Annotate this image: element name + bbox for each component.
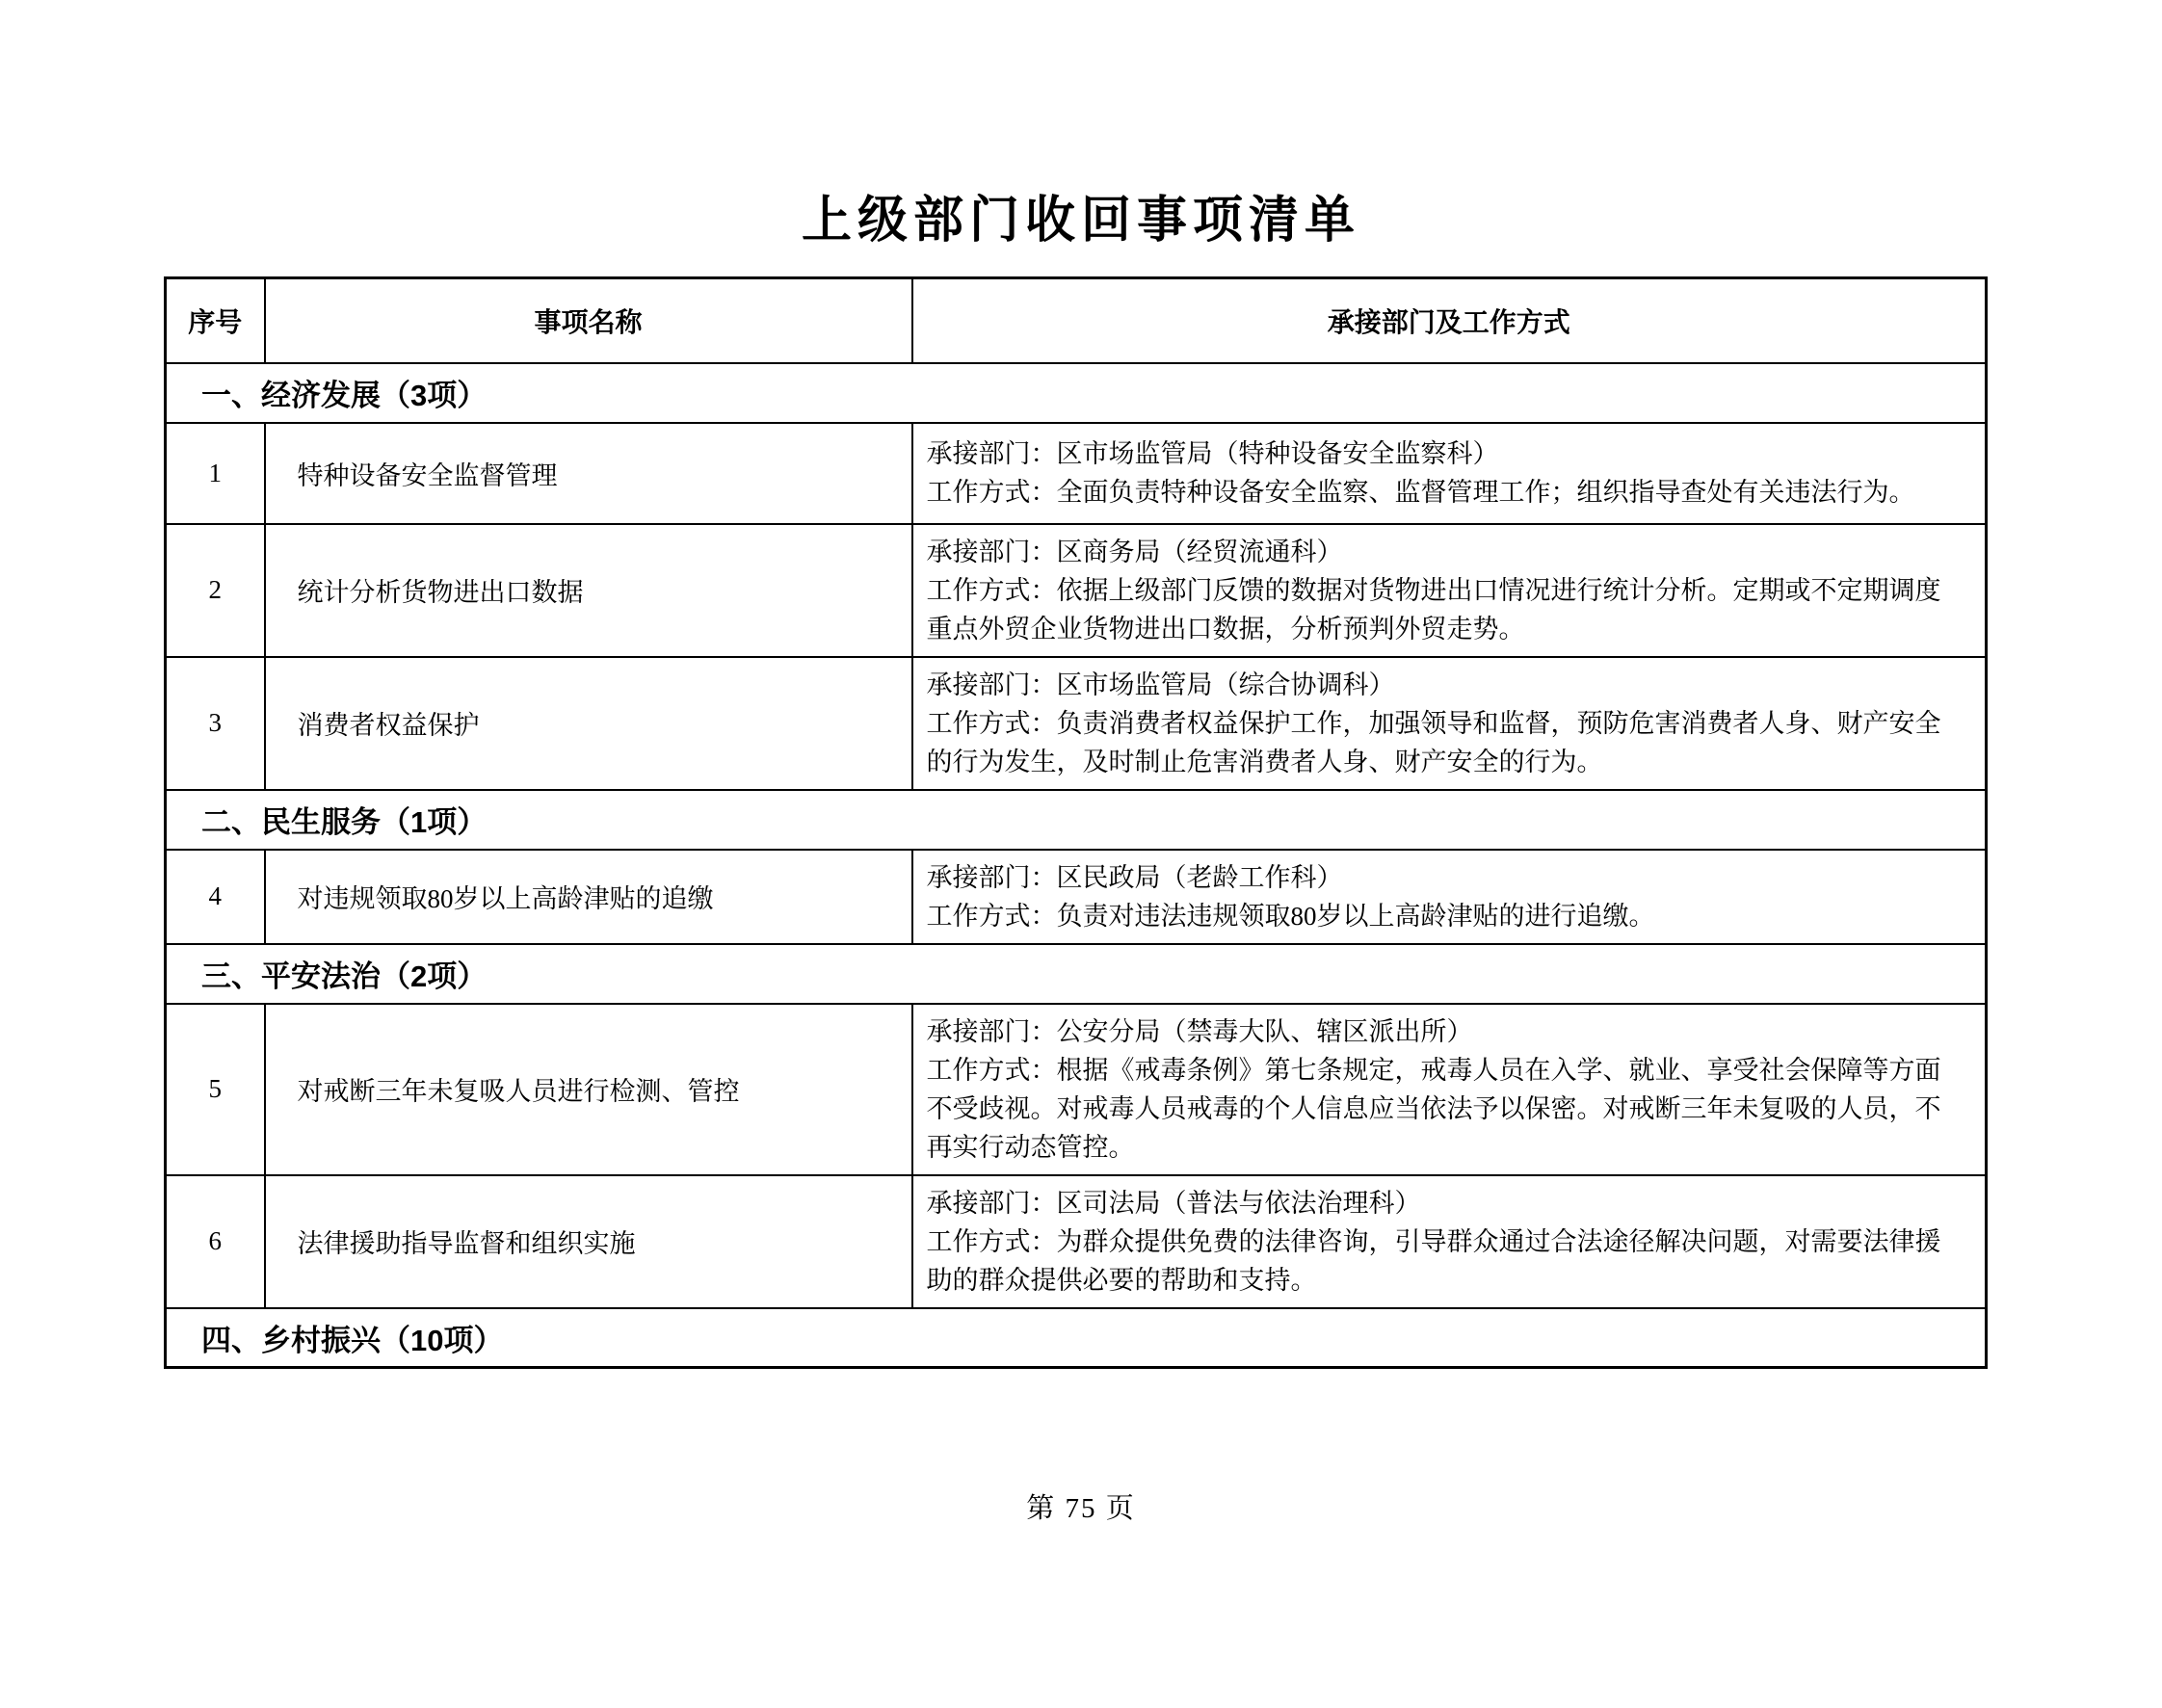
items-table [164, 276, 1988, 1369]
section-row-livelihood [166, 790, 1987, 850]
method-line: 工作方式：全面负责特种设备安全监察、监督管理工作；组织指导查处有关违法行为。 [926, 478, 1915, 507]
section-title: 二、民生服务（1项） [166, 790, 1987, 850]
table-row [166, 524, 1987, 657]
item-name: 对戒断三年未复吸人员进行检测、管控 [265, 1004, 912, 1175]
dept-method-cell [912, 850, 1987, 944]
dept-line: 承接部门：区市场监管局（特种设备安全监察科） [926, 439, 1499, 468]
dept-method-cell [912, 1175, 1987, 1308]
dept-method-cell [912, 1004, 1987, 1175]
table-row [166, 850, 1987, 944]
table-header-row [166, 278, 1987, 363]
dept-line: 承接部门：区商务局（经贸流通科） [926, 537, 1343, 566]
row-number: 6 [166, 1175, 265, 1308]
row-number: 1 [166, 423, 265, 524]
item-name: 特种设备安全监督管理 [265, 423, 912, 524]
row-number: 4 [166, 850, 265, 944]
dept-method-cell [912, 657, 1987, 790]
section-title: 三、平安法治（2项） [166, 944, 1987, 1004]
table-row [166, 1004, 1987, 1175]
item-name: 对违规领取80岁以上高龄津贴的追缴 [265, 850, 912, 944]
dept-line: 承接部门：公安分局（禁毒大队、辖区派出所） [926, 1016, 1473, 1046]
page-title: 上级部门收回事项清单 [801, 194, 1360, 249]
item-name: 消费者权益保护 [265, 657, 912, 790]
dept-line: 承接部门：区司法局（普法与依法治理科） [926, 1188, 1421, 1218]
document-page [0, 179, 2162, 1708]
section-row-economy [166, 363, 1987, 423]
method-line: 工作方式：依据上级部门反馈的数据对货物进出口情况进行统计分析。定期或不定期调度重点外贸企业货物进出口数据，分析预判外贸走势。 [926, 575, 1941, 644]
method-line: 工作方式：为群众提供免费的法律咨询，引导群众通过合法途径解决问题，对需要法律援助的群众提供必要的帮助和支持。 [926, 1226, 1941, 1295]
section-title: 一、经济发展（3项） [166, 363, 1987, 423]
row-number: 2 [166, 524, 265, 657]
table-row [166, 1175, 1987, 1308]
section-row-safety-law [166, 944, 1987, 1004]
row-number: 3 [166, 657, 265, 790]
method-line: 工作方式：根据《戒毒条例》第七条规定，戒毒人员在入学、就业、享受社会保障等方面不受歧视。对戒毒人员戒毒的个人信息应当依法予以保密。对戒断三年未复吸的人员，不再实行动态管控。 [926, 1055, 1941, 1162]
header-item-name: 事项名称 [265, 278, 912, 363]
header-dept-method: 承接部门及工作方式 [912, 278, 1987, 363]
item-name: 统计分析货物进出口数据 [265, 524, 912, 657]
section-title: 四、乡村振兴（10项） [166, 1308, 1987, 1368]
item-name: 法律援助指导监督和组织实施 [265, 1175, 912, 1308]
table-row [166, 423, 1987, 524]
table-row [166, 657, 1987, 790]
page-footer: 第 75 页 [1026, 1493, 1136, 1524]
dept-method-cell [912, 423, 1987, 524]
method-line: 工作方式：负责对违法违规领取80岁以上高龄津贴的进行追缴。 [926, 901, 1655, 931]
row-number: 5 [166, 1004, 265, 1175]
dept-line: 承接部门：区民政局（老龄工作科） [926, 862, 1343, 892]
method-line: 工作方式：负责消费者权益保护工作，加强领导和监督，预防危害消费者人身、财产安全的行为发生，及时制止危害消费者人身、财产安全的行为。 [926, 708, 1941, 776]
dept-method-cell [912, 524, 1987, 657]
section-row-rural-revitalization [166, 1308, 1987, 1368]
header-no: 序号 [166, 278, 265, 363]
dept-line: 承接部门：区市场监管局（综合协调科） [926, 670, 1395, 699]
